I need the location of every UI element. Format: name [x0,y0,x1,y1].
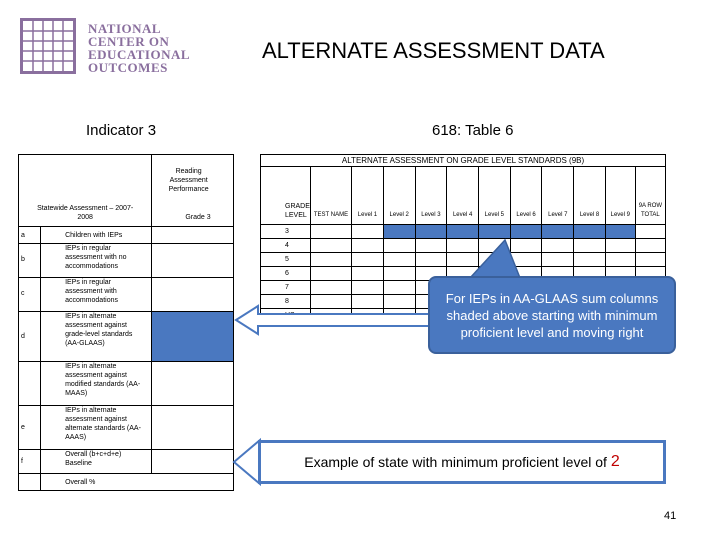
left-arrow-icon [236,306,432,334]
header-reading: Reading Assessment Performance [168,168,209,193]
indicator-label: Indicator 3 [86,122,157,139]
logo-line: NATIONAL [88,21,162,36]
example-value: 2 [610,453,620,470]
col-header: Level 3 [421,212,441,218]
slide-title: ALTERNATE ASSESSMENT DATA [262,38,605,63]
row-letter: b [21,256,25,263]
callout-up-pointer [470,240,520,278]
col-header: GRADE LEVEL [285,203,310,219]
example-text: Example of state with minimum proficient level of [304,454,607,470]
grade-label: 6 [285,270,289,277]
row-letter: f [21,458,23,465]
col-header: Level 1 [357,212,378,218]
logo-line: EDUCATIONAL [88,47,191,62]
table-label: 618: Table 6 [432,122,514,139]
header-statewide: Statewide Assessment – 2007-2008 [37,205,134,221]
row-label: IEPs in alternate assessment against modified standards (AA-MAAS) [65,363,141,397]
right-table-title: ALTERNATE ASSESSMENT ON GRADE LEVEL STANDARDS (9B) [341,156,585,165]
col-header: TEST NAME [313,212,349,218]
row-label: IEPs in alternate assessment against grade-level standards (AA-GLAAS) [65,313,133,347]
callout-text: For IEPs in AA-GLAAS sum columns shaded above starting with minimum proficient level and moving right [445,290,659,340]
col-header: Level 5 [484,212,505,218]
header-grade3: Grade 3 [185,214,211,221]
row-letter: c [21,290,25,297]
col-header: Level 4 [452,212,473,218]
col-header: Level 7 [548,212,568,218]
col-header: Level 9 [610,212,630,218]
row-letter: e [21,424,25,431]
col-header: 9A ROW TOTAL [638,203,663,218]
col-header: Level 8 [579,212,600,218]
example-box [258,440,666,484]
grade-label: 4 [285,242,289,249]
row-label: Overall % [65,478,96,486]
logo-line: CENTER ON [88,34,170,49]
row-label: Overall (b+c+d+e) Baseline [65,451,122,467]
row-letter: a [21,231,25,239]
grade-label: 8 [285,298,289,305]
col-header: Level 6 [516,212,536,218]
grade-label: 5 [285,256,289,263]
grade-label: 7 [285,284,289,291]
logo-line: OUTCOMES [88,60,168,75]
row-label: IEPs in alternate assessment against alternate standards (AA-AAAS) [65,407,141,441]
callout-box [428,276,676,354]
row-letter: d [21,333,25,340]
col-header: Level 2 [389,212,409,218]
row-label: IEPs in regular assessment with accommodations [65,279,118,304]
row-label: IEPs in regular assessment with no accommodations [65,245,127,270]
grade-label: 3 [285,228,289,235]
row-label: Children with IEPs [65,231,123,239]
page-number: 41 [664,510,677,522]
